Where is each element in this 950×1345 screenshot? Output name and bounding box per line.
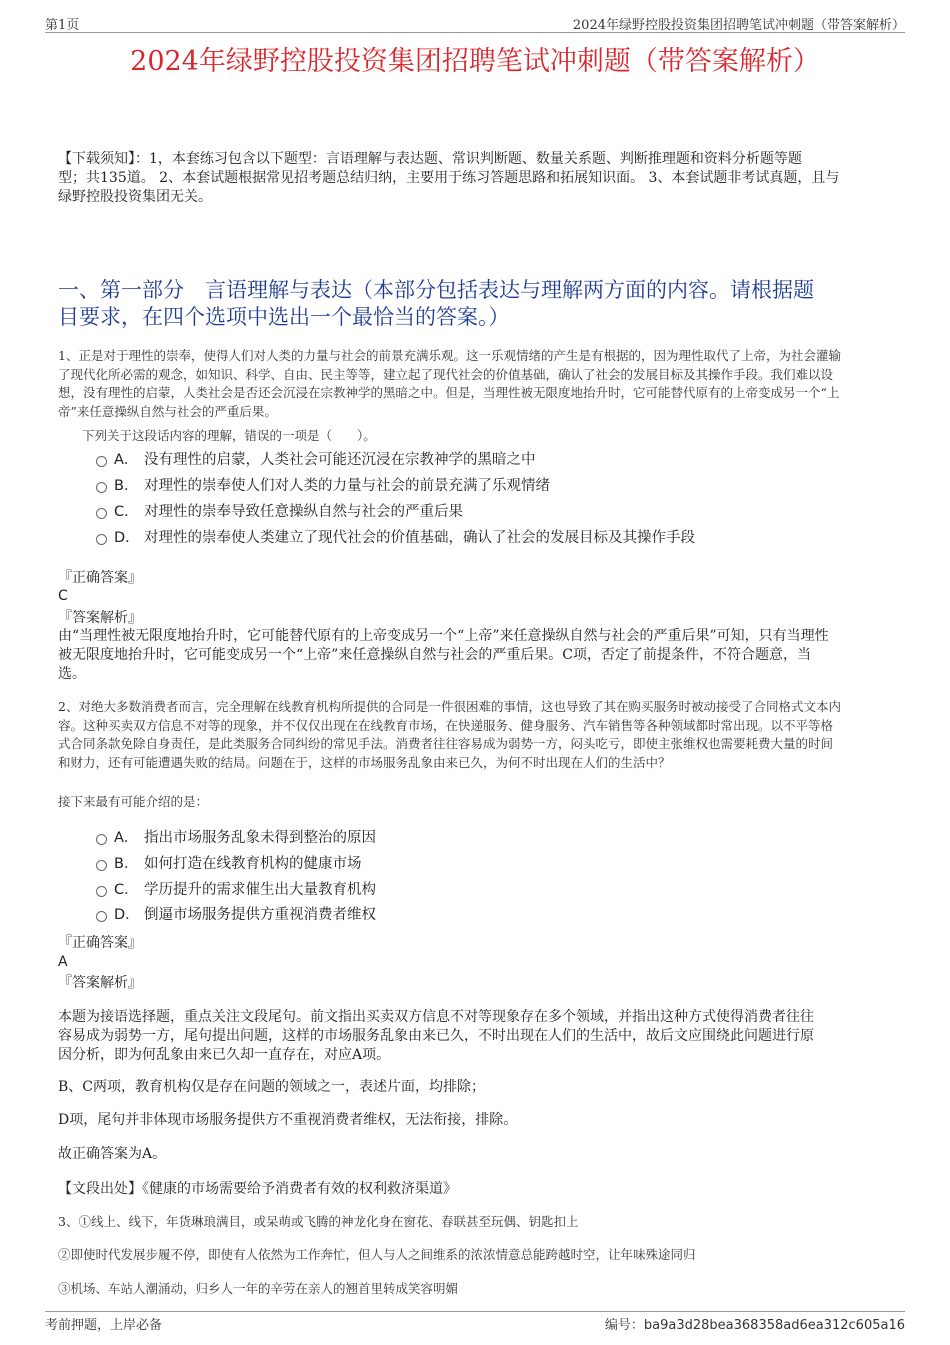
analysis-line: 容易成为弱势一方，尾句提出问题，这样的市场服务乱象由来已久，不时出现在人们的生活中，故后文应围绕此问题进行原 bbox=[58, 1028, 814, 1044]
q2-source: 【文段出处】《健康的市场需要给予消费者有效的权利救济渠道》 bbox=[58, 1181, 457, 1197]
analysis-line: 由“当理性被无限度地抬升时，它可能替代原有的上帝变成另一个“上帝”来任意操纵自然与社会的严重后果”可知，只有当理性 bbox=[58, 628, 829, 644]
running-title: 2024年绿野控股投资集团招聘笔试冲刺题（带答案解析） bbox=[572, 18, 905, 33]
q2-option-d[interactable] bbox=[96, 905, 896, 925]
notice-line: 绿野控股投资集团无关。 bbox=[58, 189, 212, 205]
analysis-line: 选。 bbox=[58, 666, 86, 682]
passage-line: 想，没有理性的启蒙，人类社会是否还会沉浸在宗教神学的黑暗之中。但是，当理性被无限度地抬升时，它可能替代原有的上帝变成另一个“上 bbox=[58, 385, 840, 400]
radio-icon[interactable] bbox=[96, 860, 107, 871]
radio-icon[interactable] bbox=[96, 834, 107, 845]
q1-answer: C bbox=[58, 588, 68, 604]
section-heading-line: 一、第一部分 言语理解与表达（本部分包括表达与理解两方面的内容。请根据题 bbox=[58, 278, 814, 302]
q2-analysis bbox=[58, 1008, 814, 1065]
analysis-line: 被无限度地抬升时，它可能变成另一个“上帝”来任意操纵自然与社会的严重后果。C项，否定了前提条件，不符合题意，当 bbox=[58, 647, 812, 663]
notice-line: 型；共135道。 2、本套试题根据常见招考题总结归纳，主要用于练习答题思路和拓展知识面。 3、本套试题非考试真题，且与 bbox=[58, 170, 840, 186]
option-label: A． bbox=[114, 452, 139, 468]
option-text: 对理性的崇奉使人们对人类的力量与社会的前景充满了乐观情绪 bbox=[144, 478, 550, 494]
radio-icon[interactable] bbox=[96, 911, 107, 922]
document-title: 2024年绿野控股投资集团招聘笔试冲刺题（带答案解析） bbox=[130, 46, 820, 77]
option-text: 对理性的崇奉导致任意操纵自然与社会的严重后果 bbox=[144, 504, 463, 520]
q2-answer-heading: 『正确答案』 bbox=[58, 935, 142, 951]
option-text: 如何打造在线教育机构的健康市场 bbox=[144, 856, 362, 872]
q2-question: 接下来最有可能介绍的是： bbox=[58, 794, 209, 809]
q1-option-b[interactable] bbox=[96, 476, 896, 496]
q3-line: ②即使时代发展步履不停，即使有人依然为工作奔忙，但人与人之间维系的浓浓情意总能跨越时空，让年味殊途同归 bbox=[58, 1247, 696, 1262]
q2-analysis-d: D项，尾句并非体现市场服务提供方不重视消费者维权，无法衔接，排除。 bbox=[58, 1112, 518, 1128]
analysis-line: 因分析，即为何乱象由来已久却一直存在，对应A项。 bbox=[58, 1047, 391, 1063]
header-divider bbox=[45, 32, 905, 33]
q2-passage bbox=[58, 698, 841, 772]
radio-icon[interactable] bbox=[96, 534, 107, 545]
option-text: 学历提升的需求催生出大量教育机构 bbox=[144, 882, 376, 898]
option-text: 倒逼市场服务提供方重视消费者维权 bbox=[144, 907, 376, 923]
passage-line: 式合同条款免除自身责任，是此类服务合同纠纷的常见手法。消费者往往容易成为弱势一方，闷头吃亏，即使主张维权也需要耗费大量的时间 bbox=[58, 736, 834, 751]
q1-question: 下列关于这段话内容的理解，错误的一项是（ ）。 bbox=[82, 428, 376, 443]
notice-line: 【下载须知】：1，本套练习包含以下题型：言语理解与表达题、常识判断题、数量关系题、判断推理题和资料分析题等题 bbox=[58, 151, 802, 167]
q1-analysis-heading: 『答案解析』 bbox=[58, 610, 142, 626]
radio-icon[interactable] bbox=[96, 886, 107, 897]
radio-icon[interactable] bbox=[96, 482, 107, 493]
option-label: B． bbox=[114, 478, 139, 494]
q1-analysis bbox=[58, 627, 829, 684]
q3-line: ③机场、车站人潮涌动，归乡人一年的辛劳在亲人的翘首里转成笑容明媚 bbox=[58, 1281, 459, 1296]
q1-passage bbox=[58, 347, 841, 421]
passage-line: 和财力，还有可能遭遇失败的结局。问题在于，这样的市场服务乱象由来已久，为何不时出现在人们的生活中？ bbox=[58, 754, 671, 770]
q3-stem: 3、①线上、线下，年货琳琅满目，或呆萌或飞腾的神龙化身在窗花、春联甚至玩偶、钥匙扣上 bbox=[58, 1214, 579, 1229]
option-text: 指出市场服务乱象未得到整治的原因 bbox=[144, 830, 376, 846]
radio-icon[interactable] bbox=[96, 508, 107, 519]
q1-answer-heading: 『正确答案』 bbox=[58, 570, 142, 586]
q2-answer: A bbox=[58, 954, 68, 970]
q1-option-a[interactable] bbox=[96, 450, 896, 470]
q2-analysis-heading: 『答案解析』 bbox=[58, 975, 142, 991]
q2-conclusion: 故正确答案为A。 bbox=[58, 1146, 167, 1162]
code-label: 编号： bbox=[604, 1318, 644, 1333]
q2-option-c[interactable] bbox=[96, 880, 896, 900]
footer-slogan: 考前押题，上岸必备 bbox=[45, 1318, 163, 1333]
option-label: B． bbox=[114, 856, 139, 872]
analysis-line: 本题为接语选择题，重点关注文段尾句。前文指出买卖双方信息不对等现象存在多个领域，并指出这种方式使得消费者往往 bbox=[58, 1009, 814, 1025]
q1-option-d[interactable] bbox=[96, 528, 896, 548]
passage-line: 了现代化所必需的观念，如知识、科学、自由、民主等等，建立起了现代社会的价值基础，确认了社会的发展目标及其操作手段。我们难以设 bbox=[58, 366, 834, 382]
q1-option-c[interactable] bbox=[96, 502, 896, 522]
option-label: C． bbox=[114, 882, 139, 898]
page-number: 第1页 bbox=[45, 18, 80, 33]
q2-option-b[interactable] bbox=[96, 854, 896, 874]
section-heading-line: 目要求，在四个选项中选出一个最恰当的答案。） bbox=[58, 305, 510, 329]
code-value: ba9a3d28bea368358ad6ea312c605a16 bbox=[643, 1318, 905, 1333]
passage-line: 1、正是对于理性的崇奉，使得人们对人类的力量与社会的前景充满乐观。这一乐观情绪的产生是有根据的，因为理性取代了上帝，为社会灌输 bbox=[58, 348, 841, 363]
option-label: D． bbox=[114, 907, 140, 923]
section-heading bbox=[58, 277, 814, 331]
option-label: D． bbox=[114, 530, 140, 546]
passage-line: 2、对绝大多数消费者而言，完全理解在线教育机构所提供的合同是一件很困难的事情，这也导致了其在购买服务时被动接受了合同格式文本内 bbox=[58, 699, 841, 714]
footer-code bbox=[605, 1314, 905, 1333]
q2-option-a[interactable] bbox=[96, 828, 896, 848]
q2-analysis-bc: B、C两项，教育机构仅是存在问题的领域之一，表述片面，均排除； bbox=[58, 1079, 485, 1095]
option-label: A． bbox=[114, 830, 139, 846]
passage-line: 容。这种买卖双方信息不对等的现象，并不仅仅出现在在线教育市场，在快递服务、健身服务、汽车销售等各种领域都时常出现。以不平等格 bbox=[58, 717, 834, 733]
footer-divider bbox=[45, 1311, 905, 1312]
passage-line: 帝”来任意操纵自然与社会的严重后果。 bbox=[58, 403, 277, 419]
option-text: 对理性的崇奉使人类建立了现代社会的价值基础，确认了社会的发展目标及其操作手段 bbox=[144, 530, 695, 546]
radio-icon[interactable] bbox=[96, 456, 107, 467]
option-text: 没有理性的启蒙，人类社会可能还沉浸在宗教神学的黑暗之中 bbox=[144, 452, 536, 468]
option-label: C． bbox=[114, 504, 139, 520]
download-notice bbox=[58, 150, 839, 207]
